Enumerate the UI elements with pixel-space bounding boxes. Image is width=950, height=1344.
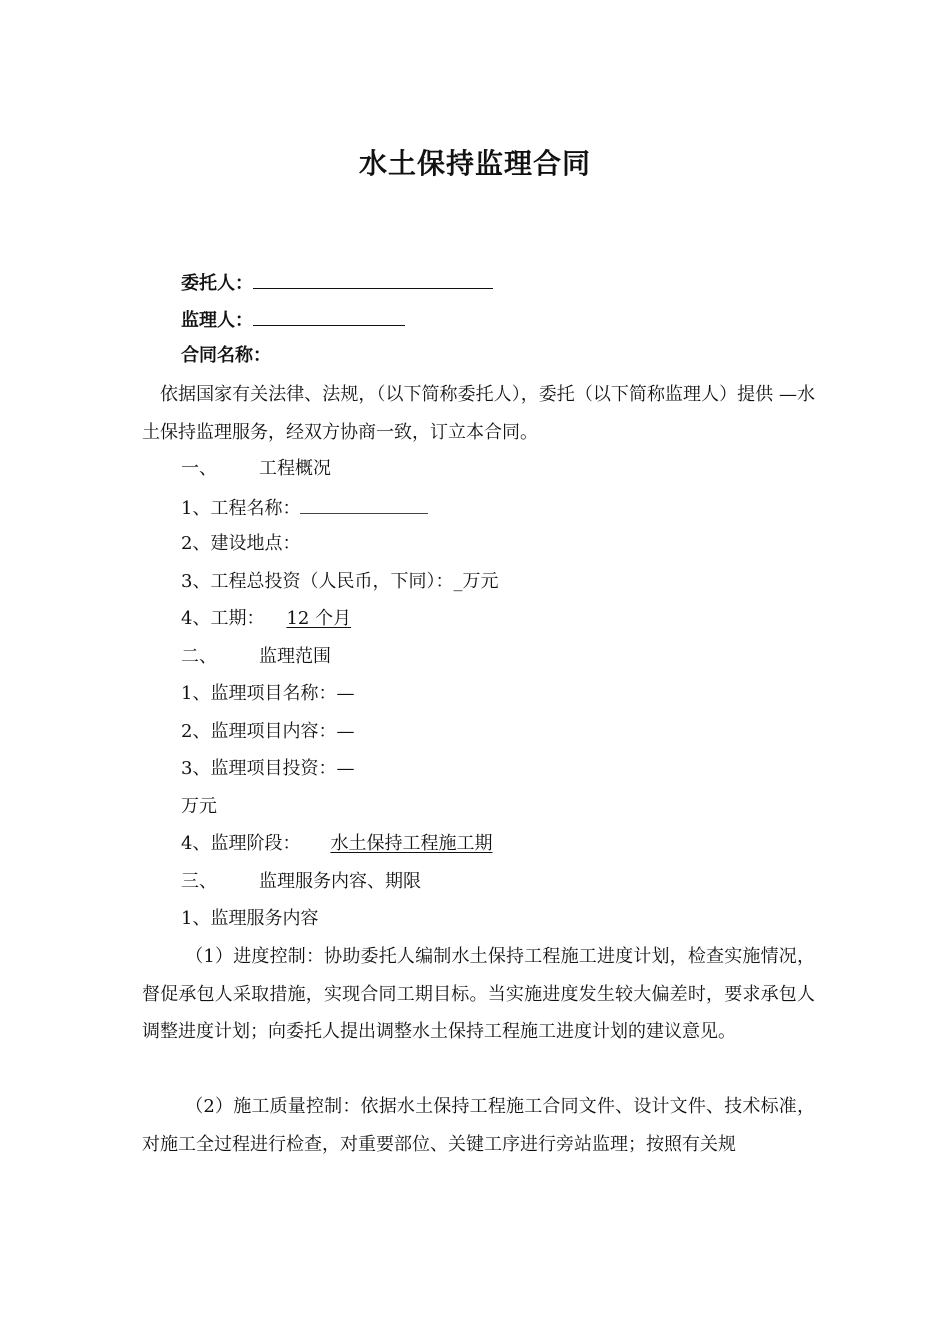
section-1-title: 工程概况 <box>259 458 331 479</box>
contract-name-field <box>181 344 271 368</box>
section-2-title: 监理范围 <box>259 646 331 667</box>
document-title: 水土保持监理合同 <box>358 147 591 180</box>
period-item <box>181 607 351 631</box>
period-label: 4、工期： <box>181 608 265 629</box>
section-3-title: 监理服务内容、期限 <box>259 871 421 892</box>
stage-value: 水土保持工程施工期 <box>330 833 493 854</box>
section-3-heading <box>181 870 421 894</box>
client-field <box>181 270 493 296</box>
supervision-stage-item <box>181 832 492 856</box>
section-2-number: 二、 <box>181 646 217 667</box>
contract-name-label: 合同名称： <box>181 345 271 366</box>
section-1-number: 一、 <box>181 458 217 479</box>
investment-unit: 万元 <box>181 796 217 817</box>
stage-label: 4、监理阶段： <box>181 833 301 854</box>
project-name-label: 1、工程名称： <box>181 498 301 519</box>
client-label: 委托人： <box>181 273 253 294</box>
supervisor-blank-line <box>253 307 405 326</box>
section-2-heading <box>181 645 331 669</box>
supervision-project-investment-item: 3、监理项目投资：— <box>181 758 355 779</box>
client-blank-line <box>253 270 493 289</box>
supervisor-field <box>181 307 405 333</box>
project-name-item <box>181 495 428 521</box>
supervisor-label: 监理人： <box>181 310 253 331</box>
investment-item: 3、工程总投资（人民币，下同）：_万元 <box>181 571 499 592</box>
service-content-subheading: 1、监理服务内容 <box>181 908 319 929</box>
supervision-project-content-item: 2、监理项目内容：— <box>181 721 355 742</box>
progress-control-paragraph: （1）进度控制：协助委托人编制水土保持工程施工进度计划，检查实施情况，督促承包人采取措施，实现合同工期目标。当实施进度发生较大偏差时，要求承包人调整进度计划；向委托人提出调整水土保持工程施工进度计划的建议意见。 <box>142 946 815 1042</box>
intro-paragraph: 依据国家有关法律、法规，（以下简称委托人），委托（以下简称监理人）提供 —水土保持监理服务，经双方协商一致，订立本合同。 <box>142 384 815 443</box>
period-value: 12 个月 <box>286 608 352 629</box>
section-3-number: 三、 <box>181 871 217 892</box>
quality-control-paragraph: （2）施工质量控制：依据水土保持工程施工合同文件、设计文件、技术标准，对施工全过程进行检查，对重要部位、关键工序进行旁站监理；按照有关规 <box>142 1096 815 1155</box>
section-1-heading <box>181 457 331 481</box>
supervision-project-name-item: 1、监理项目名称：— <box>181 683 355 704</box>
location-item: 2、建设地点： <box>181 533 301 554</box>
project-name-blank-line <box>300 495 428 514</box>
